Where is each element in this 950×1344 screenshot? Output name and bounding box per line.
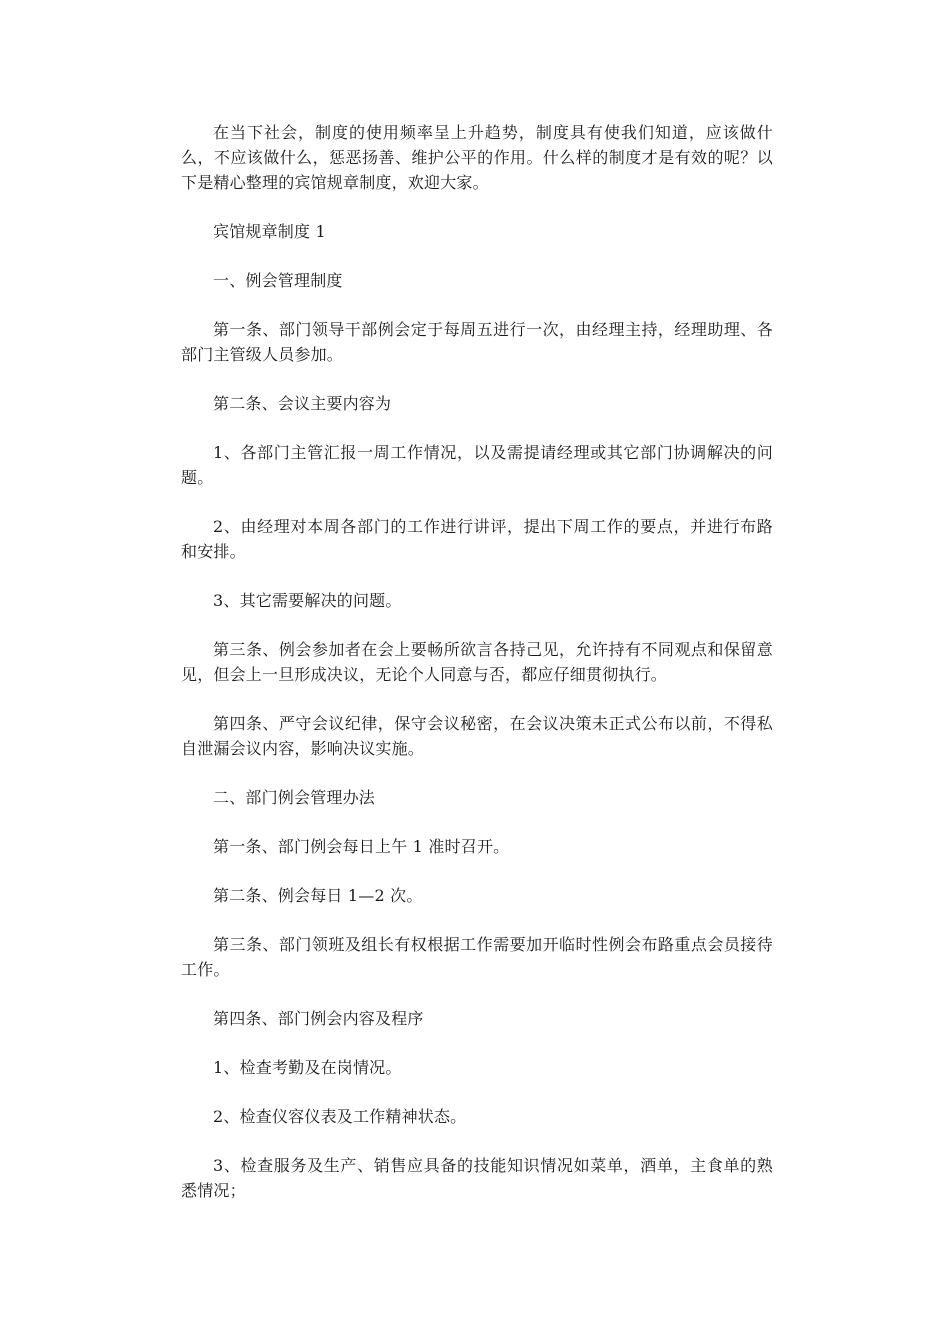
article-paragraph: 第四条、部门例会内容及程序	[213, 1009, 424, 1028]
list-item-paragraph: 3、检查服务及生产、销售应具备的技能知识情况如菜单，酒单，主食单的熟悉情况；	[181, 1156, 773, 1200]
list-item-paragraph: 3、其它需要解决的问题。	[213, 591, 402, 610]
article-paragraph: 第三条、部门领班及组长有权根据工作需要加开临时性例会布路重点会员接待工作。	[181, 935, 773, 979]
article-paragraph: 第一条、部门领导干部例会定于每周五进行一次，由经理主持，经理助理、各部门主管级人员参加。	[181, 320, 773, 364]
list-item-paragraph: 1、各部门主管汇报一周工作情况，以及需提请经理或其它部门协调解决的问题。	[181, 443, 773, 487]
list-item-paragraph: 2、由经理对本周各部门的工作进行讲评，提出下周工作的要点，并进行布路和安排。	[181, 517, 773, 561]
article-paragraph: 第二条、例会每日 1—2 次。	[213, 886, 423, 905]
article-paragraph: 第一条、部门例会每日上午 1 准时召开。	[213, 837, 510, 856]
article-paragraph: 第四条、严守会议纪律，保守会议秘密，在会议决策未正式公布以前，不得私自泄漏会议内容，影响决议实施。	[181, 714, 773, 758]
section-title: 宾馆规章制度 1	[213, 222, 326, 241]
list-item-paragraph: 2、检查仪容仪表及工作精神状态。	[213, 1107, 467, 1126]
chapter-heading: 二、部门例会管理办法	[213, 788, 376, 807]
article-paragraph: 第三条、例会参加者在会上要畅所欲言各持己见，允许持有不同观点和保留意见，但会上一旦形成决议，无论个人同意与否，都应仔细贯彻执行。	[181, 640, 773, 684]
document-body	[181, 120, 773, 1227]
list-item-paragraph: 1、检查考勤及在岗情况。	[213, 1058, 402, 1077]
article-paragraph: 第二条、会议主要内容为	[213, 394, 392, 413]
chapter-heading: 一、例会管理制度	[213, 271, 343, 290]
intro-paragraph: 在当下社会，制度的使用频率呈上升趋势，制度具有使我们知道，应该做什么，不应该做什么，惩恶扬善、维护公平的作用。什么样的制度才是有效的呢？以下是精心整理的宾馆规章制度，欢迎大家。	[181, 123, 773, 192]
